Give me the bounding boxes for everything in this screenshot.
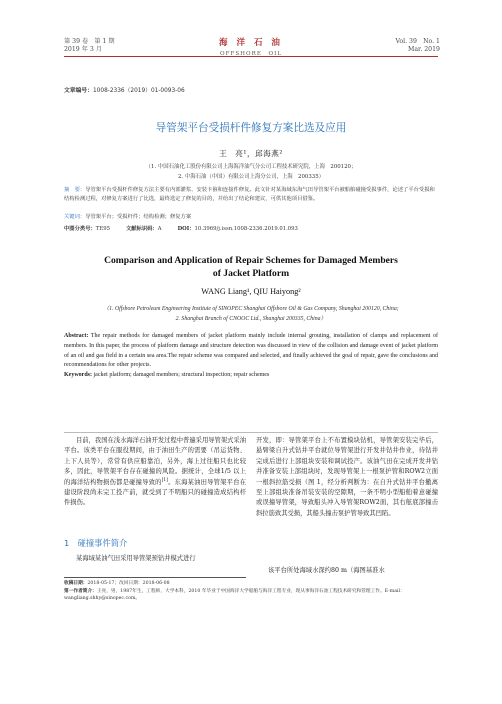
header-volume bbox=[64, 38, 154, 54]
keywords-en-label: Keywords: bbox=[64, 372, 92, 379]
clc-value: TE95 bbox=[95, 226, 110, 232]
paper-title-en-line-1: Comparison and Application of Repair Schemes for Damaged Members bbox=[104, 255, 398, 266]
paper-title-en bbox=[40, 255, 462, 280]
affiliation-en-2: 2. Shanghai Branch of CNOOC Ltd., Shanghai 200335, China） bbox=[175, 316, 327, 322]
paper-title-cn: 导管架平台受损杆件修复方案比选及应用 bbox=[155, 122, 347, 134]
abstract-en bbox=[64, 332, 438, 381]
affiliation-cn-1: （1. 中国石油化工股份有限公司上海海洋油气分公司工程技术研究院，上海 200120； bbox=[145, 164, 357, 170]
body-left-paragraph-2: 某海域某油气田采用导管架预钻井模式进行 bbox=[76, 555, 196, 562]
body-divider bbox=[64, 432, 438, 433]
section-heading: 1 碰撞事件简介 bbox=[64, 538, 128, 548]
author-bio-label: 第一作者简介： bbox=[64, 589, 97, 594]
citation-ref: [1] bbox=[161, 477, 168, 483]
footnote-divider bbox=[64, 577, 246, 578]
authors-en: WANG Liang¹, QIU Haiyong² bbox=[201, 287, 301, 296]
article-number-value: 1008-2336（2019）01-0093-06 bbox=[93, 88, 185, 94]
abstract-cn-text: 导管架平台受损杆件修复方法主要有内部灌浆、安装卡箍和连接件修复。此文针对某海域东海气田导管架平台被船舶碰撞受损事件，论述了平台受损和结构检测过程，对修复方案进行了比选，最终选定了修复的目的，并给出了结论和建议，可供其他项目借鉴。 bbox=[64, 187, 435, 202]
body-left-p1-end: 。东海某油田导管架平台在建设阶段尚未完工投产前，就受到了不明船只的碰撞造成结构杆件损伤。 bbox=[64, 478, 247, 507]
clc-label: 中图分类号： bbox=[64, 226, 96, 232]
doi-value: 10.3969/j.issn.1008-2336.2019.01.093 bbox=[194, 226, 298, 232]
date-cn: 2019 年 3 月 bbox=[64, 46, 102, 53]
received-date: 2018-05-17；改回日期：2018-06-08 bbox=[87, 581, 170, 586]
affiliation-cn-2: 2. 中海石油（中国）有限公司上海分公司，上海 200335） bbox=[177, 174, 325, 180]
abstract-cn-label: 摘 要： bbox=[64, 187, 86, 193]
doi-label: DOI： bbox=[177, 226, 195, 232]
keywords-cn-text: 导管架平台；受损杆件；结构检测；修复方案 bbox=[85, 214, 192, 220]
authors-cn: 王 亮¹，邱海燕² bbox=[219, 149, 283, 158]
volume-cn: 第 39 卷 第 1 期 bbox=[64, 38, 115, 45]
doc-code-label: 文献标识码： bbox=[125, 226, 158, 232]
footnote-author bbox=[64, 588, 438, 602]
journal-name-cn: 海 洋 石 油 bbox=[219, 38, 283, 48]
abstract-en-para bbox=[64, 332, 438, 371]
body-right-paragraph-1: 开发，即：导管架平台上不布置模块钻机，导管架安装完毕后，悬臂梁自升式钻井平台就位导管架进行开发井钻井作业，待钻井完成后进行上部组块安装和调试投产。该油气田在完成开发井钻井准备安装上部组块时，发现导管架上一根泵护管和ROW2立面一根斜拉筋受损（图 1，经分析判断为：在自升式钻井平台撤离至上部组块准备吊装安装的空隙期，一条不明小型船舶着意碰撞或误撞导管架，导致船头冲入导管架ROW2面，其右舷底部撞击斜拉筋致其受损，其船头撞击泵护管导致其凹陷。 bbox=[256, 437, 438, 517]
paper-title-en-line-2: of Jacket Platform bbox=[212, 267, 290, 279]
author-bio: 王亮，男，1987年生，工程师，大学本科，2010 年毕业于中国海洋大学船舶与海洋工程专业，现从事海洋石油工程技术研究和管理工作。E-mail：wangliang.shhy@sinopec.com。 bbox=[64, 589, 405, 602]
keywords-en-text: jacket platform; damaged members; structural inspection; repair schemes bbox=[92, 372, 270, 379]
journal-masthead bbox=[190, 36, 312, 57]
journal-name-en: OFFSHORE OIL bbox=[219, 51, 283, 57]
article-number bbox=[64, 85, 185, 94]
keywords-cn bbox=[64, 212, 438, 220]
classification-cn bbox=[64, 224, 438, 232]
keywords-cn-label: 关键词： bbox=[64, 214, 86, 220]
keywords-en-para bbox=[64, 371, 438, 381]
body-right-paragraph-2: 该平台所处海域水深约80 m（海图基准水 bbox=[268, 567, 385, 574]
volume-en: Vol. 39 No. 1 bbox=[395, 38, 440, 45]
affiliation-en-1: （1. Offshore Petroleum Engineering Institute of SINOPEC Shanghai Offshore Oil & Gas Company, Shanghai 200120, China; bbox=[103, 306, 399, 312]
footnote-received bbox=[64, 580, 438, 587]
body-left-p1-text: 目前，我国在浅水海洋石油开发过程中普遍采用导管架式采油平台。该类平台在服役期间，由于油田生产的需要（吊运货物、上下人员等），常常有供应船靠泊，另外，海上过往船只也比较多，因此，导管架平台存在碰撞的风险。据统计，全球1/5 以上的海洋结构物损伤都是碰撞导致的 bbox=[64, 437, 247, 486]
abstract-en-text: The repair methods for damaged members of jacket platform mainly include internal grouting, installation of clamps and replacement of members. In this paper, the process of platform damage and structure detection was discussed in view of the collision and damage event of jacket platform of an oil and gas field in a certain sea area.The repair scheme was compared and selected, and finally achieved the goal of repair, gave the conclusions and recommendations for other projects. bbox=[64, 333, 438, 369]
header-volume-en bbox=[360, 38, 440, 54]
abstract-cn bbox=[64, 186, 438, 204]
abstract-en-label: Abstract: bbox=[64, 333, 89, 339]
body-left-paragraph-1 bbox=[64, 436, 246, 509]
doc-code-value: A bbox=[157, 226, 162, 232]
received-label: 收稿日期： bbox=[64, 581, 88, 586]
article-number-label: 文章编号： bbox=[64, 88, 93, 94]
header-divider bbox=[64, 56, 438, 57]
date-en: Mar. 2019 bbox=[408, 46, 440, 53]
